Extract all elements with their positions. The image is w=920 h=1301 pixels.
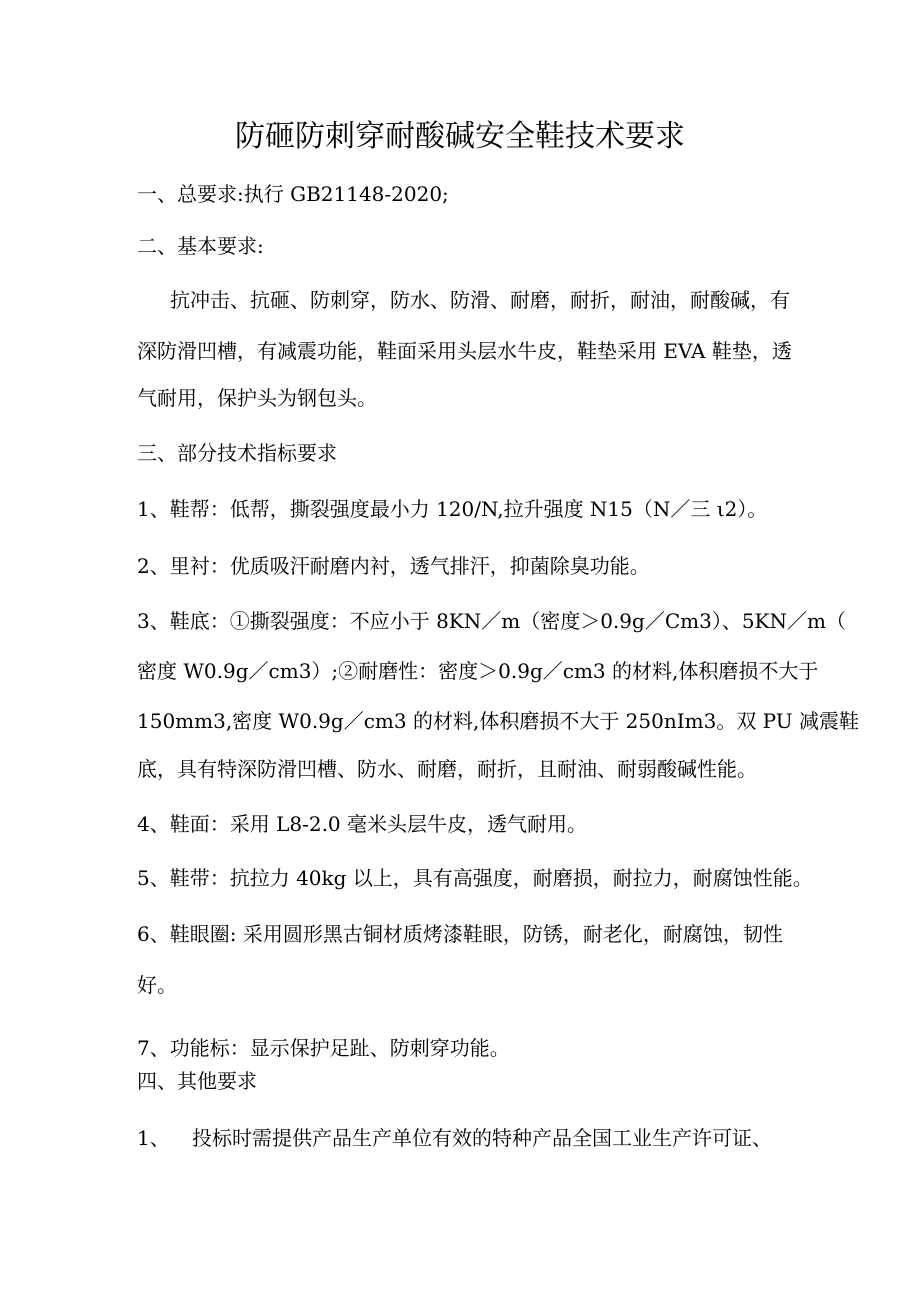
item-laces: 5、鞋带：抗拉力 40kg 以上，具有高强度，耐磨损，耐拉力，耐腐蚀性能。 bbox=[137, 866, 813, 890]
document-title: 防砸防刺穿耐酸碱安全鞋技术要求 bbox=[235, 119, 685, 154]
item-sole-line-3: 150mm3,密度 W0.9g／cm3 的材料,体积磨损不大于 250nIm3。双 PU 减震鞋 bbox=[137, 709, 859, 733]
item-eyelets-line-2: 好。 bbox=[137, 973, 177, 997]
item-eyelets-line-1: 6、鞋眼圈: 采用圆形黑古铜材质烤漆鞋眼，防锈，耐老化，耐腐蚀，韧性 bbox=[137, 922, 783, 946]
basic-requirements-line-3: 气耐用，保护头为钢包头。 bbox=[137, 386, 377, 410]
item-vamp: 4、鞋面：采用 L8-2.0 毫米头层牛皮，透气耐用。 bbox=[137, 812, 588, 836]
item-lining: 2、里衬：优质吸汗耐磨内衬，透气排汗，抑菌除臭功能。 bbox=[137, 554, 650, 578]
item-function-mark: 7、功能标：显示保护足趾、防刺穿功能。 bbox=[137, 1036, 510, 1060]
section-technical-indicators-heading: 三、部分技术指标要求 bbox=[137, 441, 337, 465]
item-upper: 1、鞋帮：低帮，撕裂强度最小力 120/N,拉升强度 N15（N／三 ι2）。 bbox=[137, 497, 768, 521]
section-other-requirements-heading: 四、其他要求 bbox=[137, 1069, 257, 1093]
section-basic-requirements-heading: 二、基本要求: bbox=[137, 234, 264, 258]
section-general-requirement: 一、总要求:执行 GB21148-2020; bbox=[137, 182, 449, 206]
other-item-text: 投标时需提供产品生产单位有效的特种产品全国工业生产许可证、 bbox=[192, 1126, 772, 1150]
item-sole-line-4: 底，具有特深防滑凹槽、防水、耐磨，耐折，且耐油、耐弱酸碱性能。 bbox=[137, 757, 757, 781]
other-item-number: 1、 bbox=[137, 1126, 170, 1150]
basic-requirements-line-2: 深防滑凹槽，有减震功能，鞋面采用头层水牛皮，鞋垫采用 EVA 鞋垫，透 bbox=[137, 339, 792, 363]
item-sole-line-1: 3、鞋底：①撕裂强度：不应小于 8KN／m（密度＞0.9g／Cm3）、5KN／m（ bbox=[137, 609, 846, 633]
basic-requirements-line-1: 抗冲击、抗砸、防刺穿，防水、防滑、耐磨，耐折，耐油，耐酸碱，有 bbox=[170, 288, 790, 312]
item-sole-line-2: 密度 W0.9g／cm3）;②耐磨性：密度＞0.9g／cm3 的材料,体积磨损不大于 bbox=[137, 659, 819, 683]
